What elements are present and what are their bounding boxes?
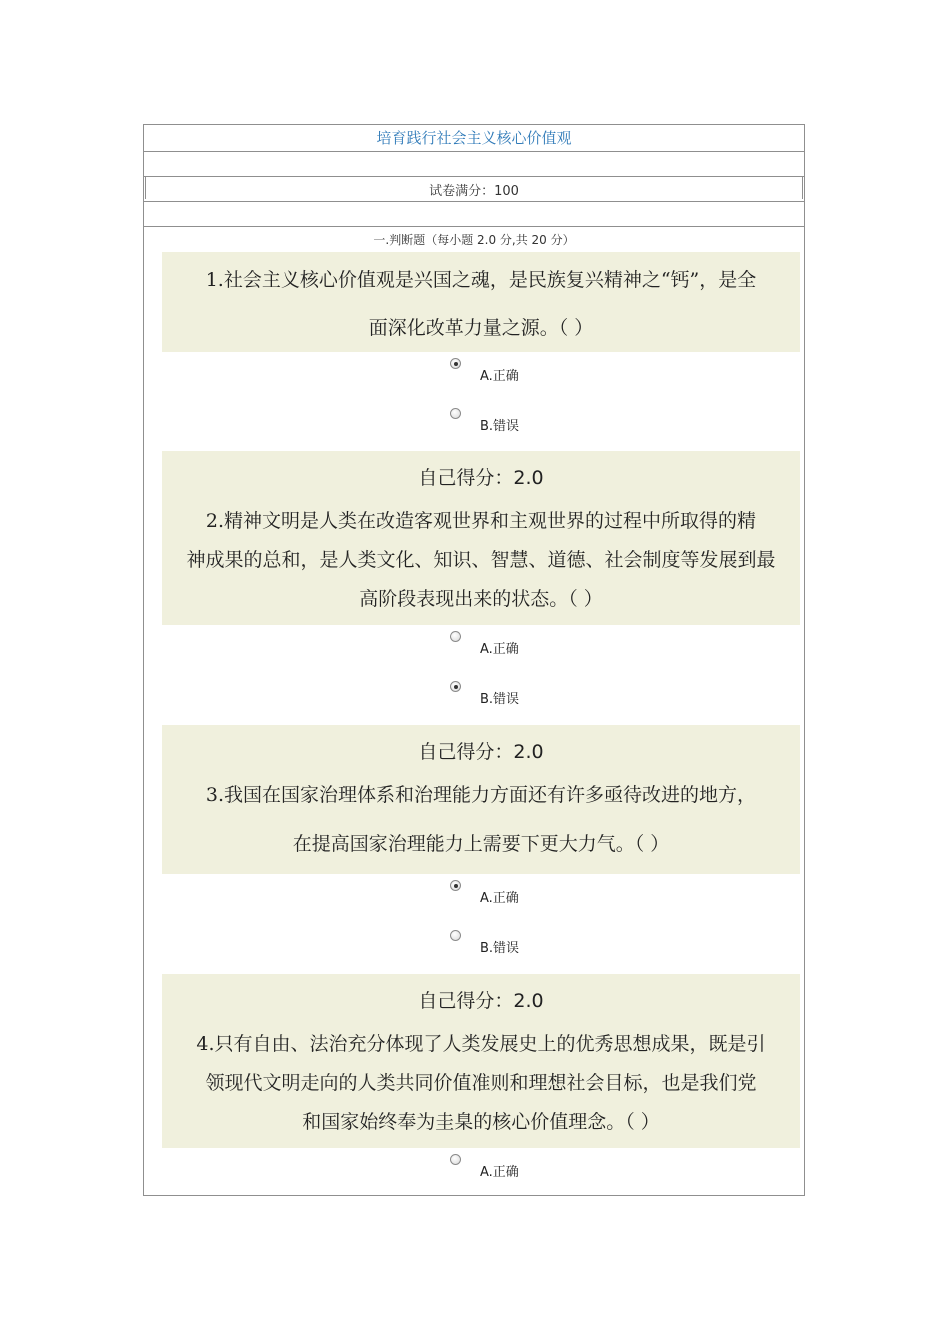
radio-icon[interactable] xyxy=(450,1154,461,1165)
full-score: 试卷满分：100 xyxy=(429,184,519,199)
divider xyxy=(144,201,804,202)
radio-icon[interactable] xyxy=(450,408,461,419)
question-text-line: 神成果的总和，是人类文化、知识、智慧、道德、社会制度等发展到最 xyxy=(186,549,776,571)
radio-checked-icon[interactable] xyxy=(450,681,461,692)
option-label: A.正确 xyxy=(480,642,519,657)
question-text-line: 和国家始终奉为圭臬的核心价值理念。（ ） xyxy=(302,1111,660,1133)
question-text-line: 在提高国家治理能力上需要下更大力气。（ ） xyxy=(292,833,670,855)
question-text-line: 领现代文明走向的人类共同价值准则和理想社会目标，也是我们党 xyxy=(205,1072,757,1094)
option-label: A.正确 xyxy=(480,891,519,906)
option-row[interactable] xyxy=(144,880,804,910)
option-row[interactable] xyxy=(144,631,804,661)
option-label: B.错误 xyxy=(480,941,520,956)
question-score: 自己得分：2.0 xyxy=(418,990,544,1012)
option-row[interactable] xyxy=(144,358,804,388)
option-label: B.错误 xyxy=(480,692,520,707)
option-label: A.正确 xyxy=(480,1165,519,1180)
radio-checked-icon[interactable] xyxy=(450,880,461,891)
section-title: 一.判断题（每小题 2.0 分,共 20 分） xyxy=(373,233,575,247)
question-score: 自己得分：2.0 xyxy=(418,741,544,763)
divider xyxy=(144,226,804,227)
question-text-line: 2.精神文明是人类在改造客观世界和主观世界的过程中所取得的精 xyxy=(205,510,757,532)
option-label: B.错误 xyxy=(480,419,520,434)
full-score-row xyxy=(144,176,804,202)
question-text-line: 高阶段表现出来的状态。（ ） xyxy=(359,588,603,610)
option-label: A.正确 xyxy=(480,369,519,384)
radio-checked-icon[interactable] xyxy=(450,358,461,369)
question-text-line: 1.社会主义核心价值观是兴国之魂，是民族复兴精神之“钙”，是全 xyxy=(205,269,757,291)
radio-icon[interactable] xyxy=(450,631,461,642)
question-2 xyxy=(162,451,800,625)
question-score: 自己得分：2.0 xyxy=(418,467,544,489)
question-4 xyxy=(162,974,800,1148)
question-text-line: 3.我国在国家治理体系和治理能力方面还有许多亟待改进的地方， xyxy=(205,784,757,806)
option-row[interactable] xyxy=(144,1154,804,1184)
question-text-line: 面深化改革力量之源。（ ） xyxy=(368,317,594,339)
exam-title: 培育践行社会主义核心价值观 xyxy=(144,125,804,152)
question-3 xyxy=(162,725,800,874)
radio-icon[interactable] xyxy=(450,930,461,941)
question-1 xyxy=(162,252,800,352)
option-row[interactable] xyxy=(144,408,804,438)
option-row[interactable] xyxy=(144,681,804,711)
question-text-line: 4.只有自由、法治充分体现了人类发展史上的优秀思想成果，既是引 xyxy=(196,1033,766,1055)
option-row[interactable] xyxy=(144,930,804,960)
exam-frame xyxy=(143,124,805,1196)
